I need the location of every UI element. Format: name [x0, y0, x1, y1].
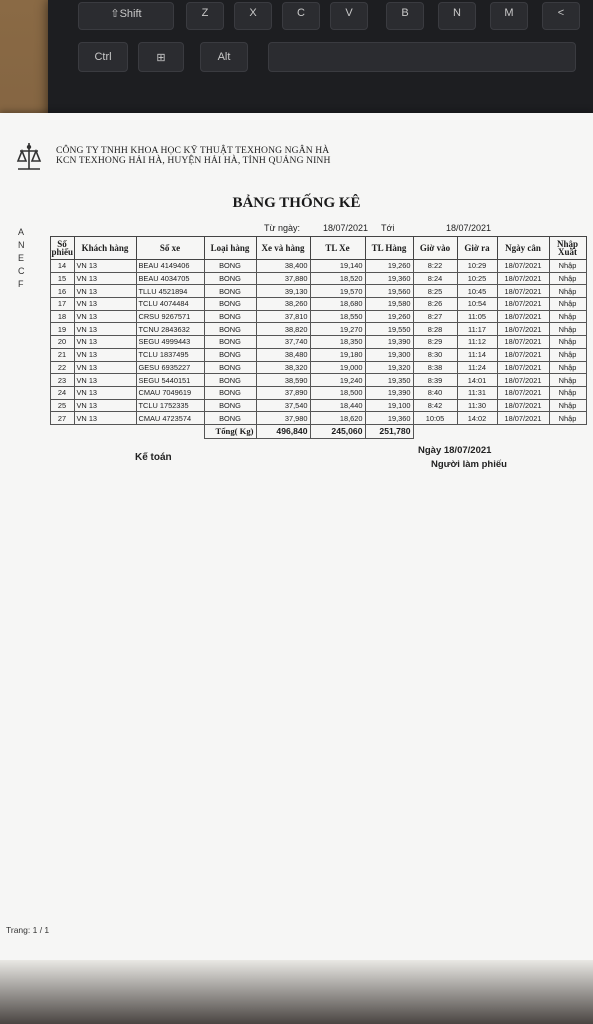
- blank-cell: [22, 348, 50, 361]
- blank-cell: [22, 260, 50, 273]
- blank-cell: [50, 424, 204, 438]
- blank-cell: [22, 272, 50, 285]
- col-loai-hang: Loại hàng: [204, 237, 256, 260]
- from-date: 18/07/2021: [323, 223, 369, 233]
- blank-cell: [22, 285, 50, 298]
- paper-edge: [0, 960, 593, 1024]
- cell-gio-vao: 8:25: [413, 285, 457, 298]
- cell-so-phieu: 18: [50, 310, 74, 323]
- col-khach-hang: Khách hàng: [74, 237, 136, 260]
- cell-so-phieu: 19: [50, 323, 74, 336]
- cell-tl-xe: 19,240: [310, 374, 365, 387]
- cell-loai-hang: BONG: [204, 310, 256, 323]
- cell-xe-va-hang: 38,820: [256, 323, 310, 336]
- blank-cell: [22, 374, 50, 387]
- cell-loai-hang: BONG: [204, 374, 256, 387]
- cell-nhap-xuat: Nhập: [549, 361, 586, 374]
- cell-tl-hang: 19,560: [365, 285, 413, 298]
- cell-loai-hang: BONG: [204, 386, 256, 399]
- cell-xe-va-hang: 38,590: [256, 374, 310, 387]
- cell-so-xe: SEGU 5440151: [136, 374, 204, 387]
- cell-tl-hang: 19,260: [365, 260, 413, 273]
- weighing-table: [22, 236, 587, 439]
- cell-so-phieu: 27: [50, 412, 74, 425]
- total-row: [22, 424, 586, 438]
- cell-gio-vao: 10:05: [413, 412, 457, 425]
- cell-tl-hang: 19,320: [365, 361, 413, 374]
- cell-xe-va-hang: 38,480: [256, 348, 310, 361]
- table-row: [22, 336, 586, 349]
- cell-khach-hang: VN 13: [74, 412, 136, 425]
- cell-ngay-can: 18/07/2021: [497, 374, 549, 387]
- cell-so-phieu: 16: [50, 285, 74, 298]
- m-key[interactable]: M: [490, 2, 528, 30]
- cell-ngay-can: 18/07/2021: [497, 386, 549, 399]
- cell-so-xe: CMAU 4723574: [136, 412, 204, 425]
- cell-gio-ra: 14:01: [457, 374, 497, 387]
- cell-ngay-can: 18/07/2021: [497, 412, 549, 425]
- company-header: [56, 146, 330, 166]
- cell-tl-hang: 19,360: [365, 272, 413, 285]
- cell-nhap-xuat: Nhập: [549, 323, 586, 336]
- cell-gio-vao: 8:28: [413, 323, 457, 336]
- table-row: [22, 374, 586, 387]
- table-row: [22, 386, 586, 399]
- cell-gio-ra: 11:31: [457, 386, 497, 399]
- ctrl-key[interactable]: Ctrl: [78, 42, 128, 72]
- to-date: 18/07/2021: [446, 223, 492, 233]
- cell-tl-xe: 18,500: [310, 386, 365, 399]
- cell-tl-xe: 18,680: [310, 298, 365, 311]
- cell-loai-hang: BONG: [204, 272, 256, 285]
- cell-tl-xe: 18,440: [310, 399, 365, 412]
- cell-khach-hang: VN 13: [74, 336, 136, 349]
- cell-khach-hang: VN 13: [74, 272, 136, 285]
- cell-gio-ra: 11:17: [457, 323, 497, 336]
- cell-so-phieu: 22: [50, 361, 74, 374]
- cell-tl-hang: 19,100: [365, 399, 413, 412]
- cell-xe-va-hang: 38,260: [256, 298, 310, 311]
- cell-khach-hang: VN 13: [74, 298, 136, 311]
- cell-ngay-can: 18/07/2021: [497, 399, 549, 412]
- cell-tl-xe: 18,520: [310, 272, 365, 285]
- cell-nhap-xuat: Nhập: [549, 374, 586, 387]
- cell-xe-va-hang: 37,740: [256, 336, 310, 349]
- comma-key[interactable]: <: [542, 2, 580, 30]
- cell-xe-va-hang: 37,980: [256, 412, 310, 425]
- cell-loai-hang: BONG: [204, 336, 256, 349]
- cell-tl-xe: 19,270: [310, 323, 365, 336]
- cell-so-xe: TCLU 1752335: [136, 399, 204, 412]
- table-row: [22, 310, 586, 323]
- cell-so-phieu: 20: [50, 336, 74, 349]
- space-key[interactable]: [268, 42, 576, 72]
- table-row: [22, 348, 586, 361]
- cell-so-xe: TCNU 2843632: [136, 323, 204, 336]
- cell-tl-hang: 19,350: [365, 374, 413, 387]
- cell-ngay-can: 18/07/2021: [497, 323, 549, 336]
- cell-khach-hang: VN 13: [74, 399, 136, 412]
- cell-xe-va-hang: 37,540: [256, 399, 310, 412]
- cell-tl-hang: 19,390: [365, 386, 413, 399]
- cell-loai-hang: BONG: [204, 323, 256, 336]
- cell-tl-xe: 18,350: [310, 336, 365, 349]
- col-nhap-xuat: Nhập Xuất: [549, 237, 586, 260]
- cell-so-xe: SEGU 4999443: [136, 336, 204, 349]
- cell-gio-vao: 8:30: [413, 348, 457, 361]
- blank-header: [22, 237, 50, 260]
- col-gio-ra: Giờ ra: [457, 237, 497, 260]
- cell-xe-va-hang: 37,810: [256, 310, 310, 323]
- cell-khach-hang: VN 13: [74, 323, 136, 336]
- windows-key[interactable]: ⊞: [138, 42, 184, 72]
- cell-khach-hang: VN 13: [74, 310, 136, 323]
- cell-tl-xe: 19,570: [310, 285, 365, 298]
- cell-tl-xe: 19,180: [310, 348, 365, 361]
- z-key[interactable]: Z: [186, 2, 224, 30]
- cell-ngay-can: 18/07/2021: [497, 310, 549, 323]
- cell-tl-hang: 19,580: [365, 298, 413, 311]
- cell-so-phieu: 14: [50, 260, 74, 273]
- cell-ngay-can: 18/07/2021: [497, 298, 549, 311]
- cell-nhap-xuat: Nhập: [549, 285, 586, 298]
- cell-so-phieu: 24: [50, 386, 74, 399]
- shift-key[interactable]: ⇧Shift: [78, 2, 174, 30]
- cell-gio-vao: 8:38: [413, 361, 457, 374]
- cell-gio-ra: 11:05: [457, 310, 497, 323]
- blank-cell: [22, 424, 50, 438]
- col-tl-hang: TL Hàng: [365, 237, 413, 260]
- cell-xe-va-hang: 38,400: [256, 260, 310, 273]
- cell-loai-hang: BONG: [204, 361, 256, 374]
- cell-tl-hang: 19,550: [365, 323, 413, 336]
- report-date-label: Ngày 18/07/2021: [418, 445, 492, 456]
- company-logo-icon: [14, 141, 44, 173]
- cell-so-xe: BEAU 4034705: [136, 272, 204, 285]
- table-row: [22, 412, 586, 425]
- left-margin-letters: A N E C F: [18, 227, 25, 289]
- to-label: Tới: [381, 223, 395, 233]
- blank-cell: [22, 298, 50, 311]
- cell-loai-hang: BONG: [204, 298, 256, 311]
- cell-so-xe: TCLU 4074484: [136, 298, 204, 311]
- cell-ngay-can: 18/07/2021: [497, 336, 549, 349]
- cell-ngay-can: 18/07/2021: [497, 272, 549, 285]
- b-key[interactable]: B: [386, 2, 424, 30]
- cell-nhap-xuat: Nhập: [549, 298, 586, 311]
- x-key[interactable]: X: [234, 2, 272, 30]
- cell-so-phieu: 23: [50, 374, 74, 387]
- company-name: CÔNG TY TNHH KHOA HỌC KỸ THUẬT TEXHONG NGÂN HÀ: [56, 145, 330, 156]
- cell-nhap-xuat: Nhập: [549, 272, 586, 285]
- blank-cell: [22, 412, 50, 425]
- cell-xe-va-hang: 38,320: [256, 361, 310, 374]
- table-row: [22, 298, 586, 311]
- blank-cell: [22, 399, 50, 412]
- cell-gio-vao: 8:40: [413, 386, 457, 399]
- cell-khach-hang: VN 13: [74, 260, 136, 273]
- cell-so-xe: CRSU 9267571: [136, 310, 204, 323]
- alt-key[interactable]: Alt: [200, 42, 248, 72]
- cell-nhap-xuat: Nhập: [549, 260, 586, 273]
- table-row: [22, 361, 586, 374]
- blank-cell: [22, 336, 50, 349]
- total-tl-hang: 251,780: [365, 424, 413, 438]
- cell-khach-hang: VN 13: [74, 386, 136, 399]
- cell-gio-ra: 11:30: [457, 399, 497, 412]
- cell-tl-xe: 18,620: [310, 412, 365, 425]
- cell-nhap-xuat: Nhập: [549, 348, 586, 361]
- blank-cell: [22, 310, 50, 323]
- cell-so-phieu: 21: [50, 348, 74, 361]
- blank-cell: [22, 361, 50, 374]
- cell-tl-hang: 19,390: [365, 336, 413, 349]
- cell-tl-hang: 19,300: [365, 348, 413, 361]
- table-row: [22, 272, 586, 285]
- keyboard: [48, 0, 593, 130]
- cell-gio-ra: 10:25: [457, 272, 497, 285]
- total-xe-va-hang: 496,840: [256, 424, 310, 438]
- cell-nhap-xuat: Nhập: [549, 336, 586, 349]
- cell-nhap-xuat: Nhập: [549, 399, 586, 412]
- cell-khach-hang: VN 13: [74, 285, 136, 298]
- total-tl-xe: 245,060: [310, 424, 365, 438]
- report-title: BẢNG THỐNG KÊ: [232, 195, 361, 211]
- cell-gio-vao: 8:26: [413, 298, 457, 311]
- cell-xe-va-hang: 37,880: [256, 272, 310, 285]
- cell-gio-vao: 8:29: [413, 336, 457, 349]
- v-key[interactable]: V: [330, 2, 368, 30]
- from-label: Từ ngày:: [264, 223, 301, 233]
- cell-gio-ra: 14:02: [457, 412, 497, 425]
- cell-gio-vao: 8:27: [413, 310, 457, 323]
- blank-cell: [22, 386, 50, 399]
- cell-so-phieu: 15: [50, 272, 74, 285]
- company-address: KCN TEXHONG HẢI HÀ, HUYỆN HẢI HÀ, TỈNH QUẢNG NINH: [56, 155, 331, 166]
- cell-gio-vao: 8:39: [413, 374, 457, 387]
- cell-tl-hang: 19,260: [365, 310, 413, 323]
- cell-khach-hang: VN 13: [74, 348, 136, 361]
- col-so-xe: Số xe: [136, 237, 204, 260]
- col-gio-vao: Giờ vào: [413, 237, 457, 260]
- cell-gio-ra: 11:24: [457, 361, 497, 374]
- cell-loai-hang: BONG: [204, 399, 256, 412]
- cell-so-xe: BEAU 4149406: [136, 260, 204, 273]
- cell-gio-ra: 10:45: [457, 285, 497, 298]
- cell-tl-xe: 19,140: [310, 260, 365, 273]
- cell-loai-hang: BONG: [204, 285, 256, 298]
- cell-ngay-can: 18/07/2021: [497, 361, 549, 374]
- col-tl-xe: TL Xe: [310, 237, 365, 260]
- cell-ngay-can: 18/07/2021: [497, 348, 549, 361]
- cell-tl-xe: 18,550: [310, 310, 365, 323]
- cell-so-xe: TCLU 1837495: [136, 348, 204, 361]
- cell-nhap-xuat: Nhập: [549, 412, 586, 425]
- accountant-label: Kế toán: [135, 452, 172, 463]
- cell-so-xe: TLLU 4521894: [136, 285, 204, 298]
- table-row: [22, 399, 586, 412]
- total-label: Tổng( Kg): [204, 424, 256, 438]
- cell-xe-va-hang: 39,130: [256, 285, 310, 298]
- cell-gio-vao: 8:42: [413, 399, 457, 412]
- cell-tl-xe: 19,000: [310, 361, 365, 374]
- cell-ngay-can: 18/07/2021: [497, 285, 549, 298]
- blank-cell: [22, 323, 50, 336]
- cell-gio-ra: 11:12: [457, 336, 497, 349]
- cell-khach-hang: VN 13: [74, 374, 136, 387]
- cell-loai-hang: BONG: [204, 260, 256, 273]
- cell-nhap-xuat: Nhập: [549, 310, 586, 323]
- cell-gio-ra: 11:14: [457, 348, 497, 361]
- cell-gio-vao: 8:24: [413, 272, 457, 285]
- cell-so-phieu: 25: [50, 399, 74, 412]
- col-ngay-can: Ngày cân: [497, 237, 549, 260]
- cell-gio-vao: 8:22: [413, 260, 457, 273]
- cell-so-phieu: 17: [50, 298, 74, 311]
- table-row: [22, 323, 586, 336]
- table-header: [22, 237, 586, 260]
- cell-gio-ra: 10:29: [457, 260, 497, 273]
- table-row: [22, 285, 586, 298]
- cell-ngay-can: 18/07/2021: [497, 260, 549, 273]
- cell-xe-va-hang: 37,890: [256, 386, 310, 399]
- n-key[interactable]: N: [438, 2, 476, 30]
- col-xe-va-hang: Xe và hàng: [256, 237, 310, 260]
- preparer-label: Người làm phiếu: [431, 459, 507, 470]
- page-number: Trang: 1 / 1: [6, 925, 50, 935]
- blank-cell: [413, 424, 586, 438]
- cell-khach-hang: VN 13: [74, 361, 136, 374]
- table-row: [22, 260, 586, 273]
- cell-tl-hang: 19,360: [365, 412, 413, 425]
- cell-loai-hang: BONG: [204, 412, 256, 425]
- cell-so-xe: CMAU 7049619: [136, 386, 204, 399]
- cell-so-xe: GESU 6935227: [136, 361, 204, 374]
- cell-gio-ra: 10:54: [457, 298, 497, 311]
- col-so-phieu: Số phiếu: [50, 237, 74, 260]
- cell-nhap-xuat: Nhập: [549, 386, 586, 399]
- cell-loai-hang: BONG: [204, 348, 256, 361]
- c-key[interactable]: C: [282, 2, 320, 30]
